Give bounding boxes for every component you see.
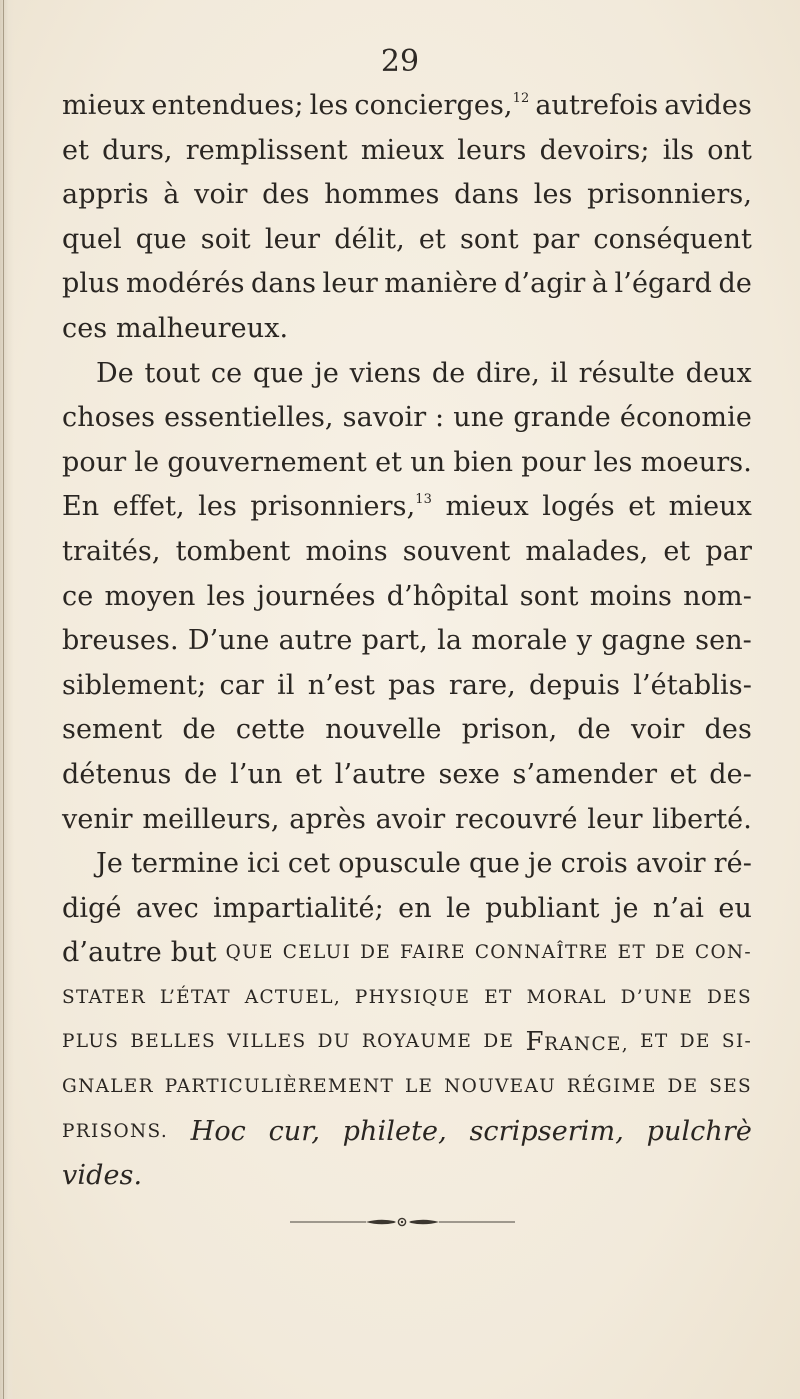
word: les	[206, 580, 246, 612]
word: breuses.	[62, 625, 179, 657]
text-line	[62, 842, 752, 887]
footnote-marker: 13	[415, 492, 433, 508]
word: leurs	[457, 134, 527, 166]
word: eu	[718, 892, 752, 924]
word: les	[309, 90, 349, 121]
word: rare,	[448, 669, 516, 701]
word: le	[134, 446, 160, 478]
text-line	[62, 218, 752, 263]
word: DU	[317, 1031, 351, 1053]
word: ré-	[713, 848, 752, 880]
word: logés	[542, 491, 615, 523]
word: ces	[62, 312, 108, 344]
word: CELUI	[282, 942, 352, 964]
word: de	[184, 758, 218, 790]
text-line	[62, 1065, 752, 1110]
word: gouvernement	[167, 446, 367, 478]
word: plus	[62, 268, 120, 300]
word: prisonniers,	[587, 179, 752, 211]
word: dire,	[475, 357, 540, 389]
word: il	[550, 357, 568, 389]
text-line	[62, 887, 752, 932]
word: pulchrè	[646, 1115, 752, 1147]
word: journées	[256, 580, 376, 612]
word: ROYAUME	[361, 1031, 473, 1053]
word: traités,	[62, 535, 161, 567]
word: VILLES	[227, 1031, 307, 1053]
word: PRISONS.	[62, 1120, 169, 1142]
word: PARTICULIÈREMENT	[164, 1076, 395, 1098]
word: sont	[519, 580, 579, 612]
end-ornament-icon	[290, 1215, 515, 1229]
word: l’autre	[334, 758, 426, 790]
word: vides.	[62, 1160, 143, 1192]
word: philete,	[342, 1115, 447, 1147]
word: de	[431, 357, 466, 389]
word: meilleurs,	[142, 803, 280, 835]
word: essentielles,	[164, 402, 334, 434]
word: soit	[200, 223, 251, 255]
text-line	[62, 1020, 752, 1065]
word: choses	[62, 402, 156, 434]
text-line	[62, 798, 752, 843]
word: par	[705, 535, 752, 567]
word: remplissent	[185, 134, 348, 166]
word: je	[314, 357, 339, 389]
word: scripserim,	[469, 1115, 624, 1147]
word: STATER	[62, 986, 146, 1008]
word: d’agir	[504, 268, 586, 300]
word: BELLES	[130, 1031, 217, 1053]
word: mieux	[360, 134, 445, 166]
text-line	[62, 619, 752, 664]
word: de	[182, 714, 216, 746]
word: délit,	[334, 223, 405, 255]
text-line	[62, 262, 752, 307]
word: D’une	[187, 625, 270, 657]
word: DES	[707, 986, 752, 1008]
word: impartialité;	[213, 892, 384, 924]
word: ET	[640, 1031, 669, 1053]
word: voir	[630, 714, 685, 746]
word: ce	[62, 580, 94, 612]
word: MORAL	[526, 986, 607, 1008]
word: à	[591, 268, 609, 300]
word: que	[135, 223, 187, 255]
word: l’égard	[614, 268, 713, 300]
word: gagne	[601, 625, 686, 657]
word: devoirs;	[539, 134, 650, 166]
word: y	[576, 625, 593, 657]
word: PLUS	[62, 1031, 120, 1053]
text-line	[62, 575, 752, 620]
word: cur,	[268, 1115, 320, 1147]
word: ont	[707, 134, 752, 166]
word: des	[262, 179, 310, 211]
word: malades,	[525, 535, 649, 567]
word: ET	[617, 942, 647, 964]
word: n’est	[307, 669, 375, 701]
word: souvent	[402, 535, 511, 567]
word: je	[614, 892, 639, 924]
word: sen-	[695, 625, 752, 657]
text-line	[62, 396, 752, 441]
word: prison,	[461, 714, 558, 746]
word: moeurs.	[640, 446, 752, 478]
word: et	[418, 223, 446, 255]
word: hommes	[324, 179, 440, 211]
word: leur	[264, 223, 321, 255]
word: des	[704, 714, 752, 746]
word: moins	[305, 535, 388, 567]
word: termine	[131, 848, 240, 880]
word: conséquent	[593, 223, 752, 255]
text-line	[62, 664, 752, 709]
text-line	[62, 931, 752, 976]
word: que	[468, 848, 520, 880]
word: s’amender	[512, 758, 658, 790]
word: SI-	[721, 1031, 752, 1053]
word: de	[718, 268, 752, 300]
text-line	[62, 1110, 752, 1155]
word: digé	[62, 892, 122, 924]
word: et	[663, 535, 691, 567]
word: autre	[278, 625, 353, 657]
word: une	[453, 402, 505, 434]
word: Je	[96, 848, 124, 880]
text-line	[62, 530, 752, 575]
word: SES	[709, 1076, 752, 1098]
word: ici	[247, 848, 280, 880]
word: malheureux.	[115, 312, 289, 344]
word: mieux	[668, 491, 752, 523]
word: pour	[62, 446, 127, 478]
word: De	[96, 357, 134, 389]
word: modérés	[126, 268, 245, 300]
text-line	[62, 173, 752, 218]
footnote-marker: 12	[512, 91, 530, 106]
word: ET	[484, 986, 513, 1008]
word: à	[163, 179, 180, 211]
word: détenus	[62, 758, 172, 790]
word: que	[252, 357, 304, 389]
text-line	[62, 708, 752, 753]
word: de	[577, 714, 611, 746]
word: pour	[521, 446, 586, 478]
word: manière	[384, 268, 498, 300]
word: car	[219, 669, 264, 701]
word: viens	[349, 357, 422, 389]
word: effet,	[112, 491, 185, 523]
word: FAIRE	[400, 942, 466, 964]
word: tout	[144, 357, 201, 389]
word: et	[62, 134, 90, 166]
text-line	[62, 441, 752, 486]
word: durs,	[102, 134, 173, 166]
word: appris	[62, 179, 149, 211]
word: les	[198, 491, 237, 523]
word: En	[62, 491, 100, 523]
word: recouvré	[454, 803, 578, 835]
word: ils	[662, 134, 695, 166]
word: DE	[679, 1031, 711, 1053]
word: sement	[62, 714, 163, 746]
word: publiant	[485, 892, 600, 924]
word: résulte	[578, 357, 675, 389]
word: crois	[560, 848, 628, 880]
word: et	[295, 758, 323, 790]
word: d’autre	[62, 937, 162, 969]
word: but	[170, 937, 217, 969]
word: sont	[459, 223, 519, 255]
word: leur	[587, 803, 643, 835]
word: PHYSIQUE	[354, 986, 471, 1008]
word: et	[628, 491, 656, 523]
word: voir	[194, 179, 248, 211]
word: QUE	[225, 942, 274, 964]
word: siblement;	[62, 669, 207, 701]
word: un	[410, 446, 446, 478]
word: cet	[287, 848, 331, 880]
word: savoir :	[342, 402, 445, 434]
word: dans	[251, 268, 317, 300]
word: opuscule	[338, 848, 461, 880]
page-number: 29	[380, 44, 420, 79]
word: moins	[589, 580, 672, 612]
word: CONNAÎTRE	[474, 942, 609, 964]
text-line	[62, 976, 752, 1021]
word: GNALER	[62, 1076, 154, 1098]
word: d’hôpital	[386, 580, 509, 612]
word: tombent	[175, 535, 291, 567]
word: LE	[404, 1076, 434, 1098]
word: économie	[619, 402, 752, 434]
text-line	[62, 129, 752, 174]
word: sexe	[438, 758, 500, 790]
word: part,	[361, 625, 428, 657]
word: quel	[62, 223, 122, 255]
word: après	[289, 803, 366, 835]
word: mieux	[445, 491, 529, 523]
word: avides	[664, 90, 752, 121]
word: CON-	[695, 942, 752, 964]
word-with-footnote: concierges,$^{12}$	[354, 90, 530, 121]
word: DE	[655, 942, 687, 964]
body-text	[62, 84, 752, 1199]
word: autrefois	[535, 90, 659, 121]
word: il	[277, 669, 295, 701]
word: RÉGIME	[566, 1076, 657, 1098]
word: et	[669, 758, 697, 790]
word: depuis	[529, 669, 621, 701]
text-line	[62, 485, 752, 530]
word: avoir	[635, 848, 706, 880]
word: nouvelle	[325, 714, 442, 746]
word: l’établis-	[633, 669, 752, 701]
word: avec	[135, 892, 199, 924]
word: DE	[667, 1076, 699, 1098]
word: ce	[210, 357, 243, 389]
binding-edge	[0, 0, 14, 1399]
text-line	[62, 307, 752, 352]
word: DE	[483, 1031, 515, 1053]
word: en	[398, 892, 432, 924]
word: liberté.	[652, 803, 752, 835]
word: l’un	[230, 758, 283, 790]
text-line	[62, 753, 752, 798]
word: D’UNE	[620, 986, 694, 1008]
word: les	[593, 446, 633, 478]
word: mieux	[62, 90, 146, 121]
text-line	[62, 1154, 752, 1199]
word: L’ÉTAT	[159, 986, 231, 1008]
word: NOUVEAU	[444, 1076, 557, 1098]
word: je	[527, 848, 553, 880]
word: les	[533, 179, 573, 211]
word: entendues;	[151, 90, 304, 121]
text-line	[62, 84, 752, 129]
word: par	[532, 223, 580, 255]
word: le	[446, 892, 471, 924]
word: Hoc	[190, 1115, 246, 1147]
word: leur	[322, 268, 378, 300]
word: pas	[388, 669, 436, 701]
word-with-footnote: prisonniers,$^{13}$	[250, 491, 433, 523]
word: ACTUEL,	[244, 986, 341, 1008]
word-france: FRANCE,	[525, 1027, 629, 1058]
word: DE	[360, 942, 392, 964]
word: nom-	[683, 580, 752, 612]
word: n’ai	[652, 892, 705, 924]
word: grande	[513, 402, 611, 434]
word: avoir	[375, 803, 446, 835]
word: moyen	[104, 580, 196, 612]
word: cette	[235, 714, 306, 746]
word: bien	[453, 446, 514, 478]
text-line	[62, 352, 752, 397]
word: morale	[471, 625, 568, 657]
word: deux	[685, 357, 752, 389]
word: et	[375, 446, 403, 478]
word: dans	[454, 179, 520, 211]
word: venir	[62, 803, 133, 835]
word: de-	[709, 758, 752, 790]
word: la	[437, 625, 463, 657]
